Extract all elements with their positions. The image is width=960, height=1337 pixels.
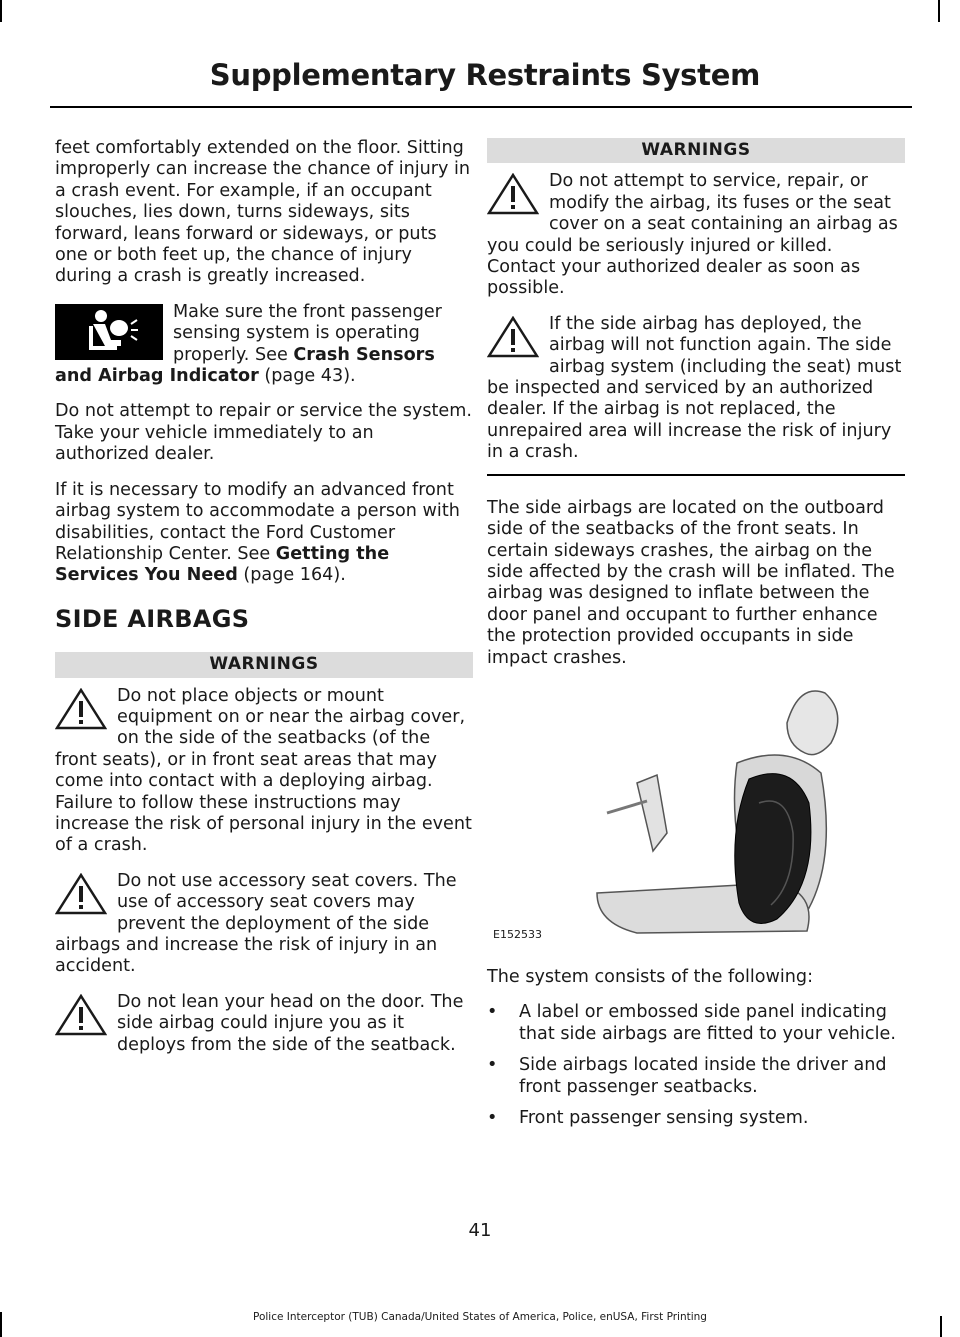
warnings-heading: WARNINGS [487, 138, 905, 163]
services-link[interactable]: Getting the Services You Need [55, 543, 390, 586]
location-paragraph: The side airbags are located on the outboard side of the seatbacks of the front seats. In certain sideways crashes, the airbag on the side affected by the crash will be inflated. The airbag was designed to inflate between the door panel and occupant to further enhance the protection provided occupants in side impact crashes. [487, 497, 895, 668]
warning-triangle-icon [55, 994, 107, 1036]
warning-triangle-icon [487, 173, 539, 215]
right-column [487, 138, 905, 1139]
passenger-airbag-icon [55, 304, 163, 360]
system-intro: The system consists of the following: [487, 966, 814, 987]
header-divider [50, 106, 912, 108]
bullet: • [487, 1055, 498, 1076]
section-title: SIDE AIRBAGS [55, 604, 250, 633]
side-airbag-illustration [487, 683, 905, 951]
left-column [55, 138, 473, 1070]
warning-triangle-icon [55, 873, 107, 915]
repair-paragraph: Do not attempt to repair or service the system. Take your vehicle immediately to an authorized dealer. [55, 401, 472, 465]
modify-text: If it is necessary to modify an advanced front airbag system to accommodate a person with disabilities, contact the Ford Customer Relationship Center. See [55, 479, 460, 564]
warning-block [487, 171, 905, 299]
seat-airbag-drawing [487, 683, 905, 951]
warning-block [55, 686, 473, 857]
figure-label: E152533 [493, 927, 542, 941]
warnings-heading: WARNINGS [55, 652, 473, 677]
list-item: • Front passenger sensing system. [487, 1107, 809, 1128]
warning-text: Do not place objects or mount equipment on or near the airbag cover, on the side of the seatbacks (of the front seats), or in front seat areas that may come into contact with a deploying airbag. Failure to follow these instructions may increase the risk of personal injury in the event of a crash. [55, 685, 472, 856]
page-number: 41 [468, 1220, 492, 1241]
list-item: • Side airbags located inside the driver and front passenger seatbacks. [487, 1055, 887, 1097]
warnings-end-rule [487, 474, 905, 476]
warning-text: Do not attempt to service, repair, or modify the airbag, its fuses or the seat cover on a seat containing an airbag as you could be seriously injured or killed. Contact your authorized dealer as soon as possible. [487, 171, 898, 299]
list-item: • A label or embossed side panel indicating that side airbags are fitted to your vehicle. [487, 1002, 896, 1044]
sensing-page-ref: (page 43). [258, 366, 356, 387]
intro-paragraph: feet comfortably extended on the floor. Sitting improperly can increase the chance of injury in a crash event. For example, if an occupant slouches, lies down, turns sideways, sits forward, leans forward or sideways, or puts one or both feet up, the chance of injury during a crash is greatly increased. [55, 138, 471, 287]
warning-triangle-icon [487, 316, 539, 358]
footer-text: Police Interceptor (TUB) Canada/United States of America, Police, enUSA, First Printing [253, 1311, 707, 1323]
crash-sensors-link[interactable]: Crash Sensors and Airbag Indicator [55, 344, 435, 387]
warning-block [55, 992, 473, 1056]
crop-mark [938, 0, 940, 22]
warning-triangle-icon [55, 688, 107, 730]
warning-block [55, 871, 473, 978]
modify-page-ref: (page 164). [237, 565, 346, 586]
warning-block [487, 314, 905, 464]
system-components-list [487, 1002, 905, 1129]
warning-text: Do not use accessory seat covers. The use of accessory seat covers may prevent the deployment of the side airbags and increase the risk of injury in an accident. [55, 870, 457, 977]
bullet: • [487, 1107, 498, 1128]
sensing-note [55, 302, 473, 388]
warning-text: Do not lean your head on the door. The side airbag could injure you as it deploys from the side of the seatback. [117, 991, 464, 1055]
crop-mark [0, 0, 2, 22]
modify-paragraph [55, 480, 473, 587]
page-header-title: Supplementary Restraints System [209, 58, 760, 92]
warning-text: If the side airbag has deployed, the airbag will not function again. The side airbag system (including the seat) must be inspected and serviced by an authorized dealer. If the airbag is not replaced, the unrepaired area will increase the risk of injury in a crash. [487, 313, 902, 463]
sensing-text: Make sure the front passenger sensing system is operating properly. See [173, 301, 442, 365]
bullet: • [487, 1002, 498, 1023]
